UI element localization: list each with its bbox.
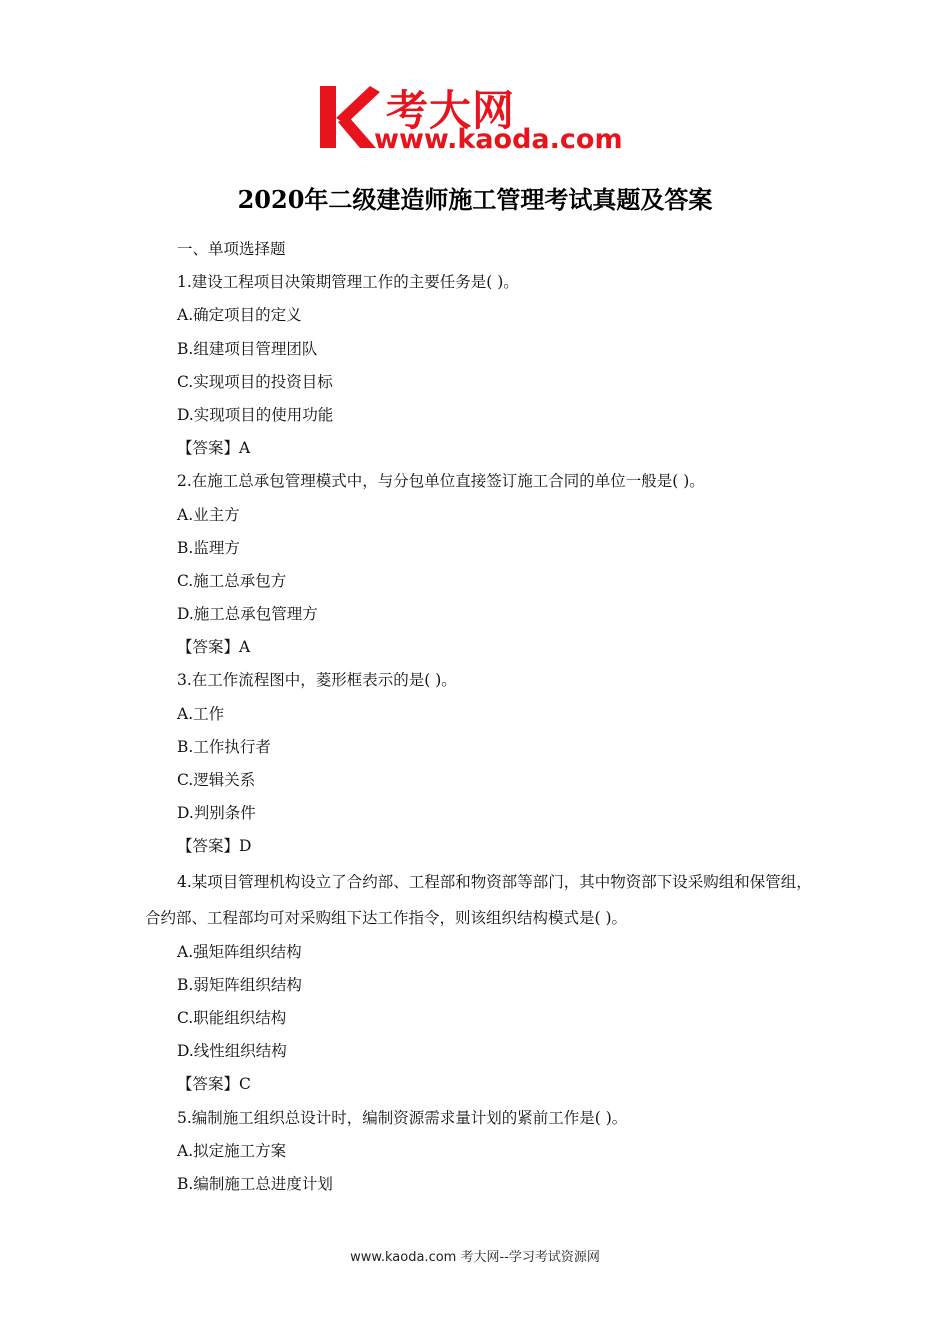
option-line: B.弱矩阵组织结构 [177,975,302,994]
page-footer[interactable]: www.kaoda.com 考大网--学习考试资源网 [350,1250,600,1265]
answer-line: 【答案】A [177,439,251,458]
answer-line: 【答案】C [177,1075,251,1094]
option-line: D.判别条件 [177,804,256,823]
question-3: 3.在工作流程图中，菱形框表示的是( )。 [177,671,457,690]
option-line: B.监理方 [177,538,240,557]
option-line: D.施工总承包管理方 [177,605,318,624]
answer-line: 【答案】A [177,638,251,657]
option-line: A.拟定施工方案 [177,1141,287,1160]
logo-url-text: www.kaoda.com [374,124,623,155]
option-line: C.施工总承包方 [177,571,287,590]
option-line: B.工作执行者 [177,737,271,756]
option-line: A.确定项目的定义 [177,306,302,325]
page-title: 2020年二级建造师施工管理考试真题及答案 [237,185,713,214]
question-2: 2.在施工总承包管理模式中，与分包单位直接签订施工合同的单位一般是( )。 [177,472,705,491]
k-logo-mark-icon [318,82,380,152]
option-line: B.组建项目管理团队 [177,339,318,358]
option-line: B.编制施工总进度计划 [177,1174,333,1193]
option-line: C.实现项目的投资目标 [177,372,333,391]
option-line: D.线性组织结构 [177,1042,287,1061]
option-line: C.逻辑关系 [177,771,256,789]
option-line: A.业主方 [177,505,240,524]
section-heading: 一、单项选择题 [177,240,286,258]
answer-line: 【答案】D [177,837,252,856]
kaoda-logo[interactable] [318,82,638,160]
option-line: A.工作 [177,704,225,723]
logo-chinese-text: 考大网 [386,86,516,135]
question-5: 5.编制施工组织总设计时，编制资源需求量计划的紧前工作是( )。 [177,1108,628,1127]
question-4: 4.某项目管理机构设立了合约部、工程部和物资部等部门，其中物资部下设采购组和保管组，合约部、工程部均可对采购组下达工作指令，则该组织结构模式是( )。 [145,872,812,927]
option-line: D.实现项目的使用功能 [177,405,334,424]
document-body [145,233,815,1201]
option-line: A.强矩阵组织结构 [177,942,302,961]
question-1: 1.建设工程项目决策期管理工作的主要任务是( )。 [177,273,519,292]
option-line: C.职能组织结构 [177,1008,287,1027]
